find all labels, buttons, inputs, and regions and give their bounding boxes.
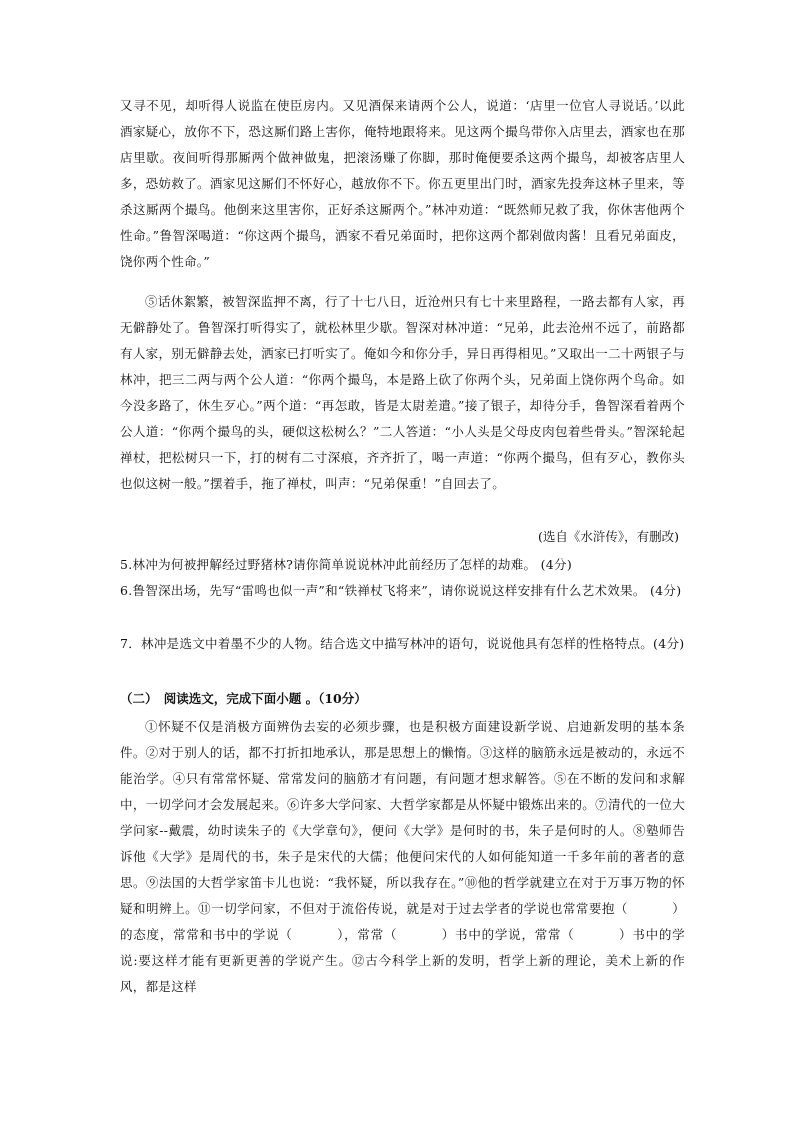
- question-7: 7．林冲是选文中着墨不少的人物。结合选文中描写林冲的语句，说说他具有怎样的性格特点。(4分): [120, 636, 685, 651]
- passage-paragraph-5: ⑤话休絮繁，被智深监押不离，行了十七八日，近沧州只有七十来里路程，一路去都有人家，再无僻静处了。鲁智深打听得实了，就松林里少歇。智深对林冲道：“兄弟，此去沧州不远了，前路都有人家，别无僻静去处，洒家已打听实了。俺如今和你分手，异日再得相见。”又取出一二十两银子与林冲，把三二两与两个公人道：“你两个撮鸟，本是路上砍了你两个头，兄弟面上饶你两个鸟命。如今没多路了，休生歹心。”两个道：“再怎敢，皆是太尉差遣。”接了银子，却待分手，鲁智深看着两个公人道：“你两个撮鸟的头，硬似这松树么？”二人答道：“小人头是父母皮肉包着些骨头。”智深轮起禅杖，把松树只一下，打的树有二寸深痕，齐齐折了，喝一声道：“你两个撮鸟，但有歹心，教你头也似这树一般。”摆着手，拖了禅杖，叫声：“兄弟保重！”自回去了。: [120, 294, 685, 491]
- section-2-text-c: ），常常（: [336, 927, 398, 942]
- passage-paragraph-continued: 又寻不见，却听得人说监在使臣房内。又见酒保来请两个公人，说道：‘店里一位官人寻说话。’以此酒家疑心，放你不下，恐这厮们路上害你，俺特地跟将来。见这两个撮鸟带你入店里去，酒家也在那店里歇。夜间听得那厮两个做神做鬼，把滚汤赚了你脚，那时俺便要杀这两个撮鸟，却被客店里人多，恐妨救了。酒家见这厮们不怀好心，越放你不下。你五更里出门时，酒家先投奔这林子里来，等杀这厮两个撮鸟。他倒来这里害你，正好杀这厮两个。”林冲劝道：“既然师兄救了我，你休害他两个性命。”鲁智深喝道：“你这两个撮鸟，洒家不看兄弟面时，把你这两个都剁做肉酱！且看兄弟面皮，饶你两个性命。”: [120, 98, 685, 269]
- section-2-text-b: ）的态度，常常和书中的学说（: [120, 901, 685, 942]
- section-2-paragraph: [120, 714, 685, 1000]
- question-6: 6.鲁智深出场，先写“雷鸣也似一声”和“铁禅杖飞将来”，请你说说这样安排有什么艺术效果。 (4分): [120, 583, 682, 598]
- section-2-text-a: ①怀疑不仅是消极方面辨伪去妄的必须步骤，也是积极方面建设新学说、启迪新发明的基本条件。②对于别人的话，都不打折扣地承认，那是思想上的懒惰。③这样的脑筋永远是被动的，永远不能治学。④只有常常怀疑、常常发问的脑筋才有问题，有问题才想求解答。⑤在不断的发问和求解中，一切学问才会发展起来。⑥许多大学问家、大哲学家都是从怀疑中锻炼出来的。⑦清代的一位大学问家--戴震，幼时读朱子的《大学章句》，便问《大学》是何时的书，朱子是何时的人。⑧塾师告诉他《大学》是周代的书，朱子是宋代的大儒；他便问宋代的人如何能知道一千多年前的著者的意思。⑨法国的大哲学家笛卡儿也说：“我怀疑，所以我存在。”⑩他的哲学就建立在对于万事万物的怀疑和明辨上。⑪一切学问家，不但对于流俗传说，就是对于过去学者的学说也常常要抱（: [120, 719, 685, 916]
- section-2-text-e: ）书中的学说:要这样才能有更新更善的学说产生。⑫古今科学上新的发明，哲学上新的理论，美术上新的作风，都是这样: [120, 927, 685, 994]
- section-2-heading: （二） 阅读选文，完成下面小题 。（10分）: [120, 691, 367, 706]
- passage-source: (选自《水浒传》，有删改): [537, 529, 679, 544]
- section-2-text-d: ）书中的学说，常常（: [441, 927, 575, 942]
- question-5: 5.林冲为何被押解经过野猪林?请你简单说说林冲此前经历了怎样的劫难。 (4分): [120, 557, 573, 572]
